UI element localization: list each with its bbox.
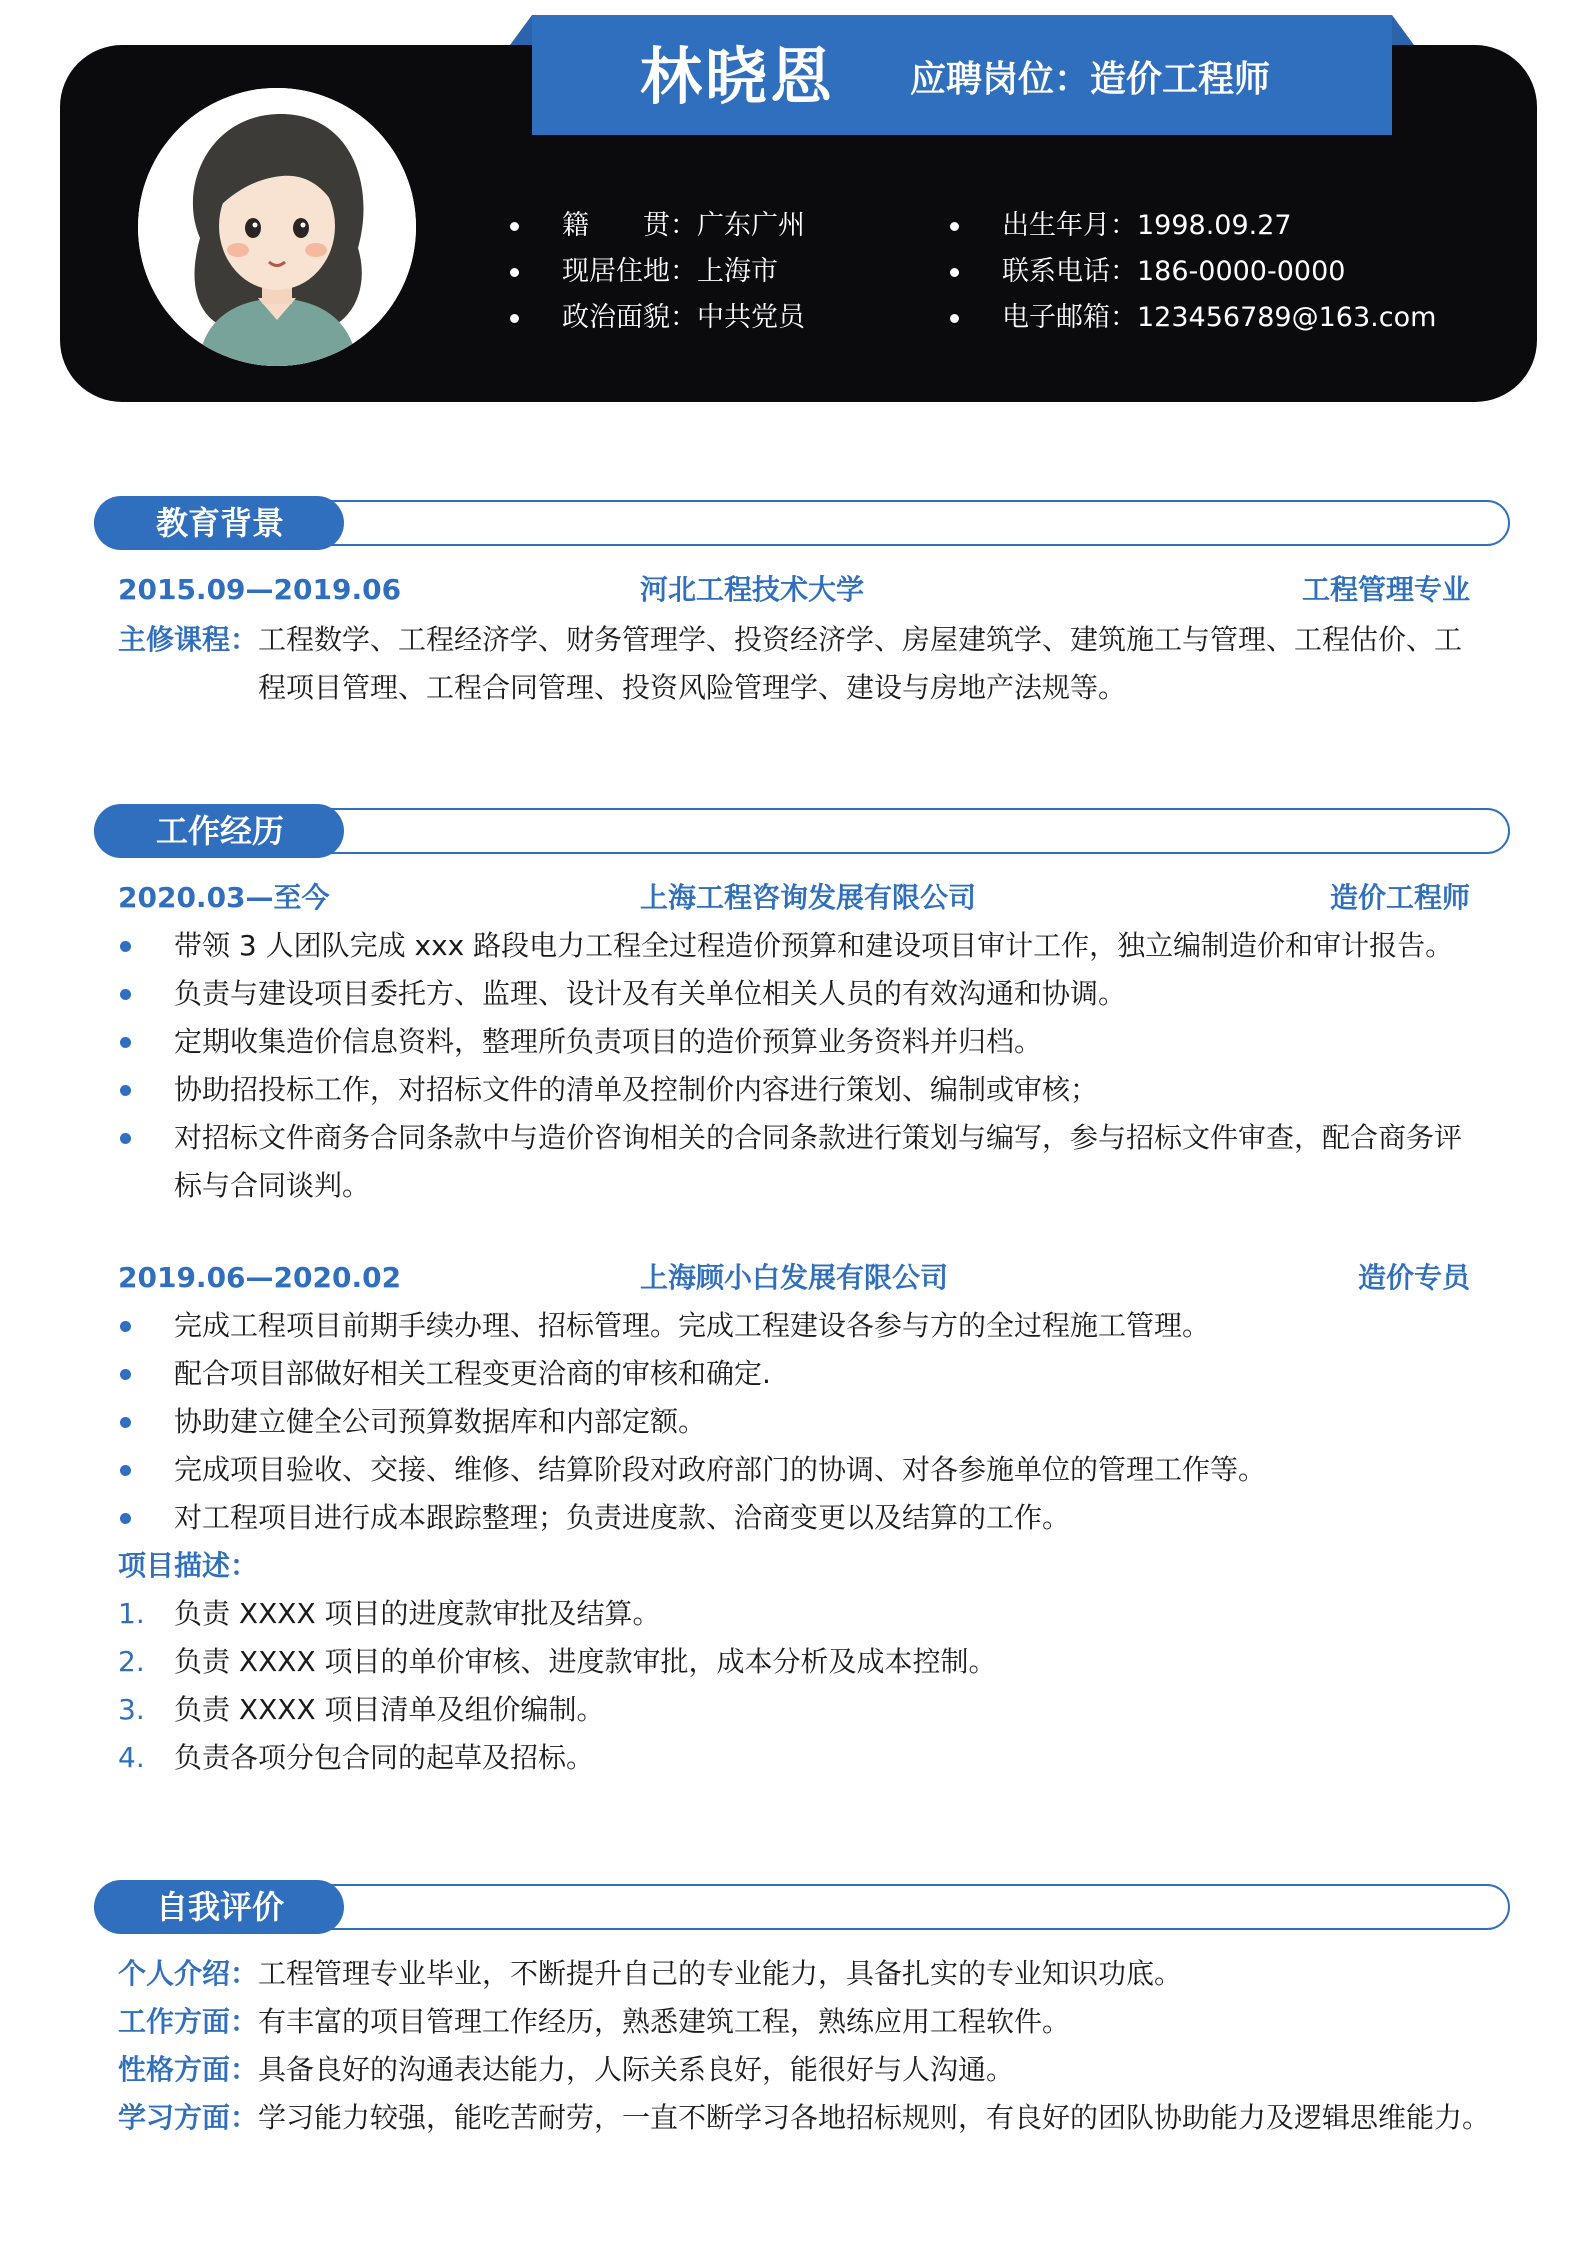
job-1-company: 上海工程咨询发展有限公司 <box>640 881 977 914</box>
info-email <box>950 300 1437 340</box>
job-2-duty-5: 对工程项目进行成本跟踪整理；负责进度款、洽商变更以及结算的工作。 <box>174 1501 1071 1534</box>
info-label: 联系电话： <box>1002 256 1137 287</box>
job-2-date: 2019.06—2020.02 <box>118 1261 402 1294</box>
bullet-dot <box>510 314 519 323</box>
section-title-work: 工作经历 <box>94 804 344 858</box>
info-value: 中共党员 <box>697 302 805 333</box>
self-label-learning: 学习方面： <box>118 2101 259 2134</box>
project-item-2: 负责 XXXX 项目的单价审核、进度款审批，成本分析及成本控制。 <box>174 1645 997 1678</box>
bullet-dot <box>120 1037 131 1048</box>
self-label-intro: 个人介绍： <box>118 1957 259 1990</box>
bullet-dot <box>120 989 131 1000</box>
bullet-dot <box>120 1465 131 1476</box>
info-value: 广东广州 <box>697 210 805 241</box>
info-hometown <box>510 208 870 248</box>
job-2-role: 造价专员 <box>1357 1261 1470 1294</box>
info-label: 出生年月： <box>1002 210 1137 241</box>
candidate-name: 林晓恩 <box>640 40 836 113</box>
section-title-education: 教育背景 <box>94 496 344 550</box>
job-1-duty-5: 对招标文件商务合同条款中与造价咨询相关的合同条款进行策划与编写，参与招标文件审查，配合商务评 <box>174 1121 1463 1154</box>
job-1-duty-2: 负责与建设项目委托方、监理、设计及有关单位相关人员的有效沟通和协调。 <box>174 977 1127 1010</box>
bullet-dot <box>120 1133 131 1144</box>
project-number: 3. <box>118 1693 145 1726</box>
bullet-dot <box>510 268 519 277</box>
bullet-dot <box>950 222 959 231</box>
banner-fold-right <box>1392 15 1414 45</box>
project-item-4: 负责各项分包合同的起草及招标。 <box>174 1741 595 1774</box>
job-2-duty-4: 完成项目验收、交接、维修、结算阶段对政府部门的协调、对各参施单位的管理工作等。 <box>174 1453 1267 1486</box>
bullet-dot <box>120 1321 131 1332</box>
job-1-duty-1: 带领 3 人团队完成 xxx 路段电力工程全过程造价预算和建设项目审计工作，独立编制造价和审计报告。 <box>174 929 1454 962</box>
job-2-duty-2: 配合项目部做好相关工程变更洽商的审核和确定. <box>174 1357 771 1390</box>
courses-line-2: 程项目管理、工程合同管理、投资风险管理学、建设与房地产法规等。 <box>258 671 1127 704</box>
bullet-dot <box>950 314 959 323</box>
courses-label: 主修课程： <box>118 623 259 656</box>
project-number: 1. <box>118 1597 145 1630</box>
project-item-3: 负责 XXXX 项目清单及组价编制。 <box>174 1693 605 1726</box>
bullet-dot <box>120 1369 131 1380</box>
info-birth <box>950 208 1430 248</box>
bullet-dot <box>120 1513 131 1524</box>
courses-line-1: 工程数学、工程经济学、财务管理学、投资经济学、房屋建筑学、建筑施工与管理、工程估价、工 <box>258 623 1463 656</box>
education-major: 工程管理专业 <box>1301 573 1470 606</box>
avatar <box>138 88 416 366</box>
bullet-dot <box>120 941 131 952</box>
info-residence <box>510 254 870 294</box>
project-number: 4. <box>118 1741 145 1774</box>
job-2-duty-1: 完成工程项目前期手续办理、招标管理。完成工程建设各参与方的全过程施工管理。 <box>174 1309 1211 1342</box>
applied-position: 应聘岗位：造价工程师 <box>910 59 1271 100</box>
info-label: 政治面貌： <box>562 302 697 333</box>
self-text-learning: 学习能力较强，能吃苦耐劳，一直不断学习各地招标规则，有良好的团队协助能力及逻辑思维能力。 <box>258 2101 1491 2134</box>
banner-fold-left <box>510 15 532 45</box>
education-date: 2015.09—2019.06 <box>118 573 402 606</box>
info-phone <box>950 254 1430 294</box>
job-1-duty-5-cont: 标与合同谈判。 <box>174 1169 371 1202</box>
info-label: 籍 贯： <box>562 210 697 241</box>
self-text-personality: 具备良好的沟通表达能力，人际关系良好，能很好与人沟通。 <box>258 2053 1015 2086</box>
job-1-duty-3: 定期收集造价信息资料，整理所负责项目的造价预算业务资料并归档。 <box>174 1025 1043 1058</box>
info-label: 现居住地： <box>562 256 697 287</box>
bullet-dot <box>120 1417 131 1428</box>
education-school: 河北工程技术大学 <box>640 573 865 606</box>
job-1-role: 造价工程师 <box>1329 881 1470 914</box>
self-label-work: 工作方面： <box>118 2005 259 2038</box>
bullet-dot <box>950 268 959 277</box>
project-item-1: 负责 XXXX 项目的进度款审批及结算。 <box>174 1597 661 1630</box>
project-label: 项目描述： <box>118 1549 259 1582</box>
job-2-duty-3: 协助建立健全公司预算数据库和内部定额。 <box>174 1405 707 1438</box>
info-value: 123456789@163.com <box>1137 302 1437 333</box>
job-1-date: 2020.03—至今 <box>118 881 330 914</box>
info-label: 电子邮箱： <box>1002 302 1137 333</box>
self-text-work: 有丰富的项目管理工作经历，熟悉建筑工程，熟练应用工程软件。 <box>258 2005 1071 2038</box>
info-value: 1998.09.27 <box>1137 210 1292 241</box>
self-text-intro: 工程管理专业毕业，不断提升自己的专业能力，具备扎实的专业知识功底。 <box>258 1957 1183 1990</box>
bullet-dot <box>510 222 519 231</box>
info-value: 186-0000-0000 <box>1137 256 1346 287</box>
project-number: 2. <box>118 1645 145 1678</box>
info-political <box>510 300 870 340</box>
section-title-self: 自我评价 <box>94 1880 344 1934</box>
job-2-company: 上海顾小白发展有限公司 <box>640 1261 949 1294</box>
self-label-personality: 性格方面： <box>118 2053 259 2086</box>
info-value: 上海市 <box>697 256 778 287</box>
bullet-dot <box>120 1085 131 1096</box>
job-1-duty-4: 协助招投标工作，对招标文件的清单及控制价内容进行策划、编制或审核； <box>174 1073 1099 1106</box>
avatar-illustration <box>138 88 416 366</box>
